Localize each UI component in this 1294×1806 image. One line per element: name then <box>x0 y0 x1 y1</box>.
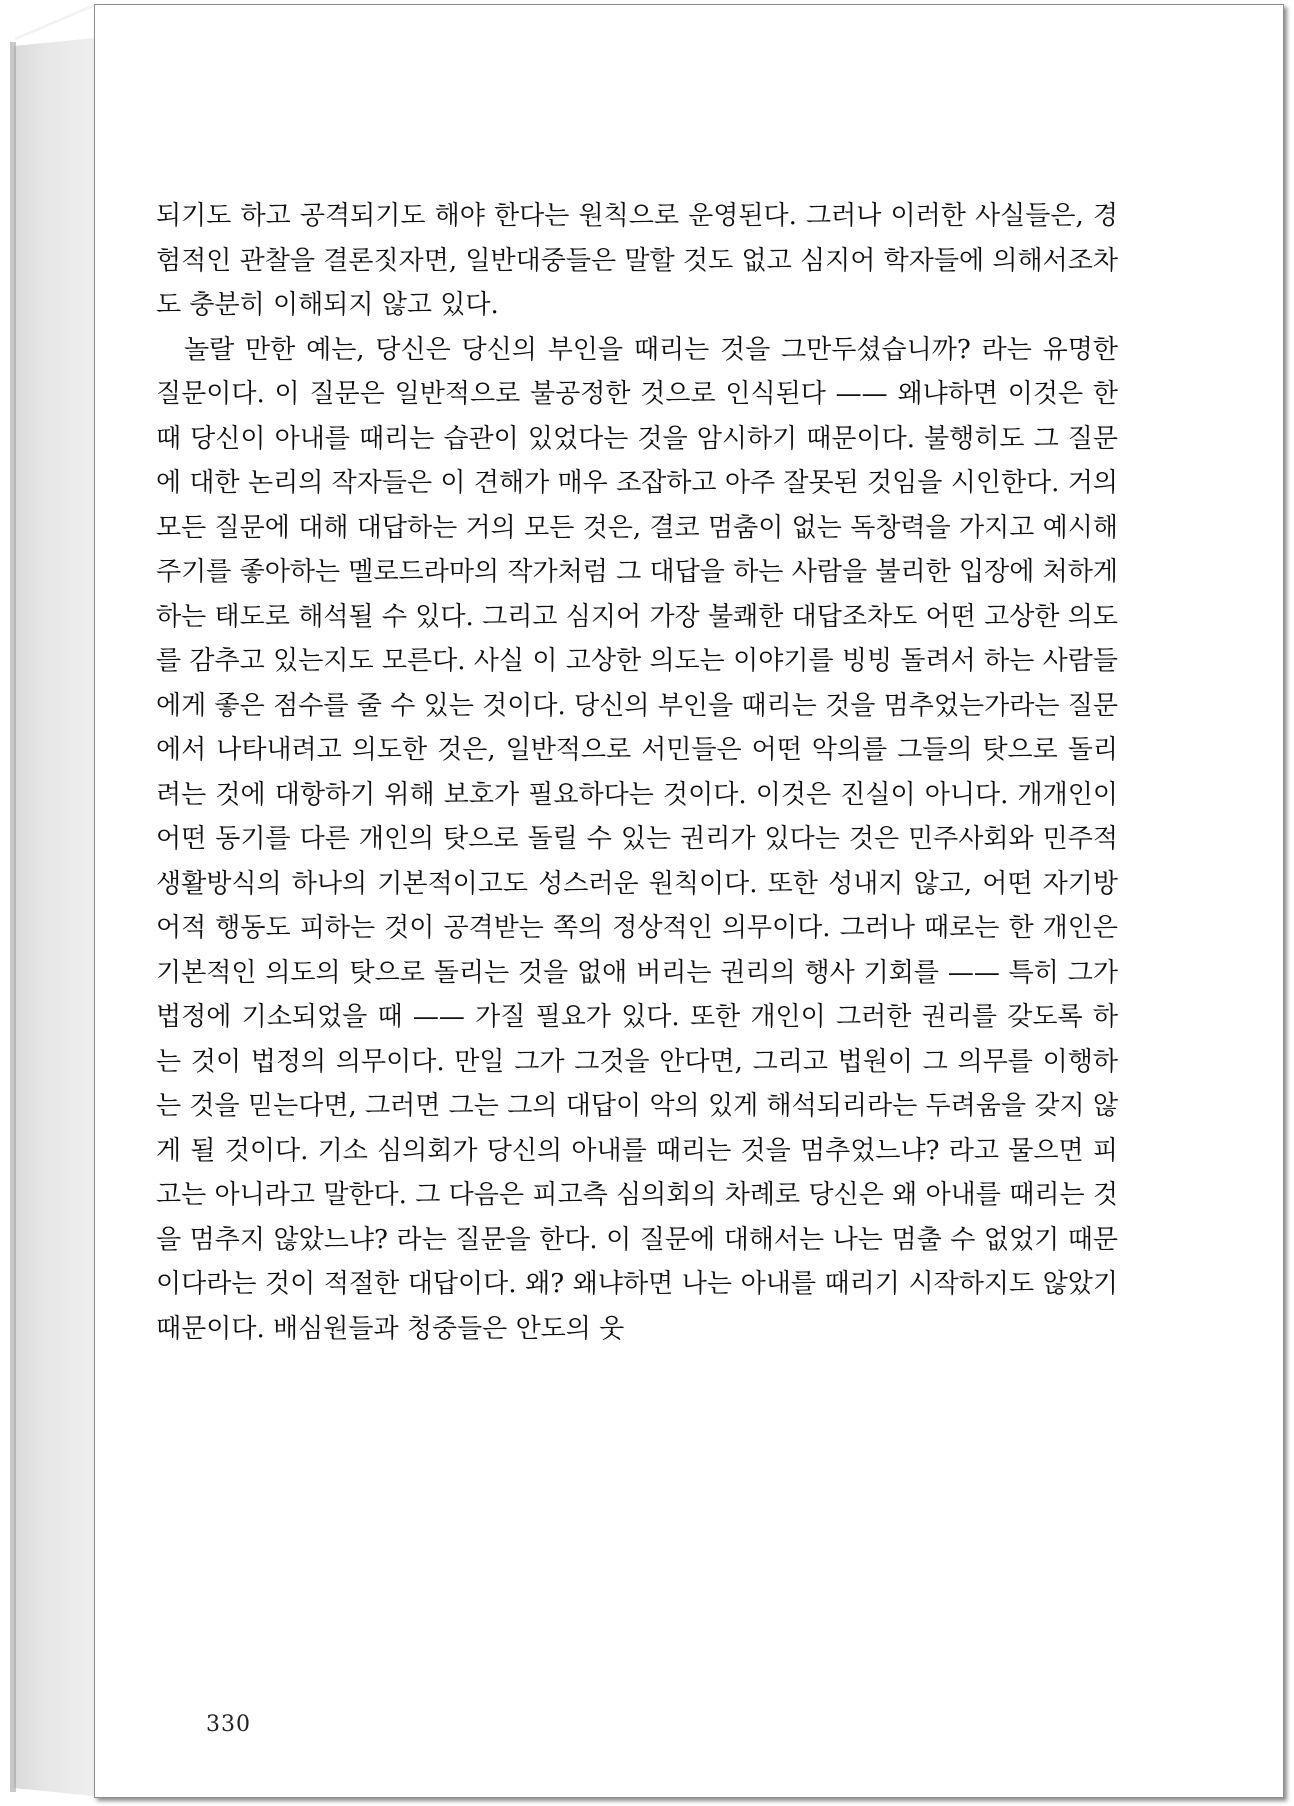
book-spine <box>14 38 94 1796</box>
book-spine-edge <box>10 42 16 1792</box>
page-body-text <box>156 194 1118 1351</box>
paragraph-1: 되기도 하고 공격되기도 해야 한다는 원칙으로 운영된다. 그러나 이러한 사실들은, 경험적인 관찰을 결론짓자면, 일반대중들은 말할 것도 없고 심지어 학자들에 의해서조차도 충분히 이해되지 않고 있다. <box>156 201 1118 320</box>
paragraph-2: 놀랄 만한 예는, 당신은 당신의 부인을 때리는 것을 그만두셨습니까? 라는 유명한 질문이다. 이 질문은 일반적으로 불공정한 것으로 인식된다 —— 왜냐하면 이것은 한때 당신이 아내를 때리는 습관이 있었다는 것을 암시하기 때문이다. 불행히도 그 질문에 대한 논리의 작자들은 이 견해가 매우 조잡하고 아주 잘못된 것임을 시인한다. 거의 모든 질문에 대해 대답하는 거의 모든 것은, 결코 멈춤이 없는 독창력을 가지고 예시해 주기를 좋아하는 멜로드라마의 작가처럼 그 대답을 하는 사람을 불리한 입장에 처하게 하는 태도로 해석될 수 있다. 그리고 심지어 가장 불쾌한 대답조차도 어떤 고상한 의도를 감추고 있는지도 모른다. 사실 이 고상한 의도는 이야기를 빙빙 돌려서 하는 사람들에게 좋은 점수를 줄 수 있는 것이다. 당신의 부인을 때리는 것을 멈추었는가라는 질문에서 나타내려고 의도한 것은, 일반적으로 서민들은 어떤 악의를 그들의 탓으로 돌리려는 것에 대항하기 위해 보호가 필요하다는 것이다. 이것은 진실이 아니다. 개개인이 어떤 동기를 다른 개인의 탓으로 돌릴 수 있는 권리가 있다는 것은 민주사회와 민주적 생활방식의 하나의 기본적이고도 성스러운 원칙이다. 또한 성내지 않고, 어떤 자기방어적 행동도 피하는 것이 공격받는 쪽의 정상적인 의무이다. 그러나 때로는 한 개인은 기본적인 의도의 탓으로 돌리는 것을 없애 버리는 권리의 행사 기회를 —— 특히 그가 법정에 기소되었을 때 —— 가질 필요가 있다. 또한 개인이 그러한 권리를 갖도록 하는 것이 법정의 의무이다. 만일 그가 그것을 안다면, 그리고 법원이 그 의무를 이행하는 것을 믿는다면, 그러면 그는 그의 대답이 악의 있게 해석되리라는 두려움을 갖지 않게 될 것이다. 기소 심의회가 당신의 아내를 때리는 것을 멈추었느냐? 라고 물으면 피고는 아니라고 말한다. 그 다음은 피고측 심의회의 차례로 당신은 왜 아내를 때리는 것을 멈추지 않았느냐? 라는 질문을 한다. 이 질문에 대해서는 나는 멈출 수 없었기 때문이다라는 것이 적절한 대답이다. 왜? 왜냐하면 나는 아내를 때리기 시작하지도 않았기 때문이다. 배심원들과 청중들은 안도의 웃 <box>156 334 1118 1344</box>
page-number: 330 <box>206 1712 251 1737</box>
